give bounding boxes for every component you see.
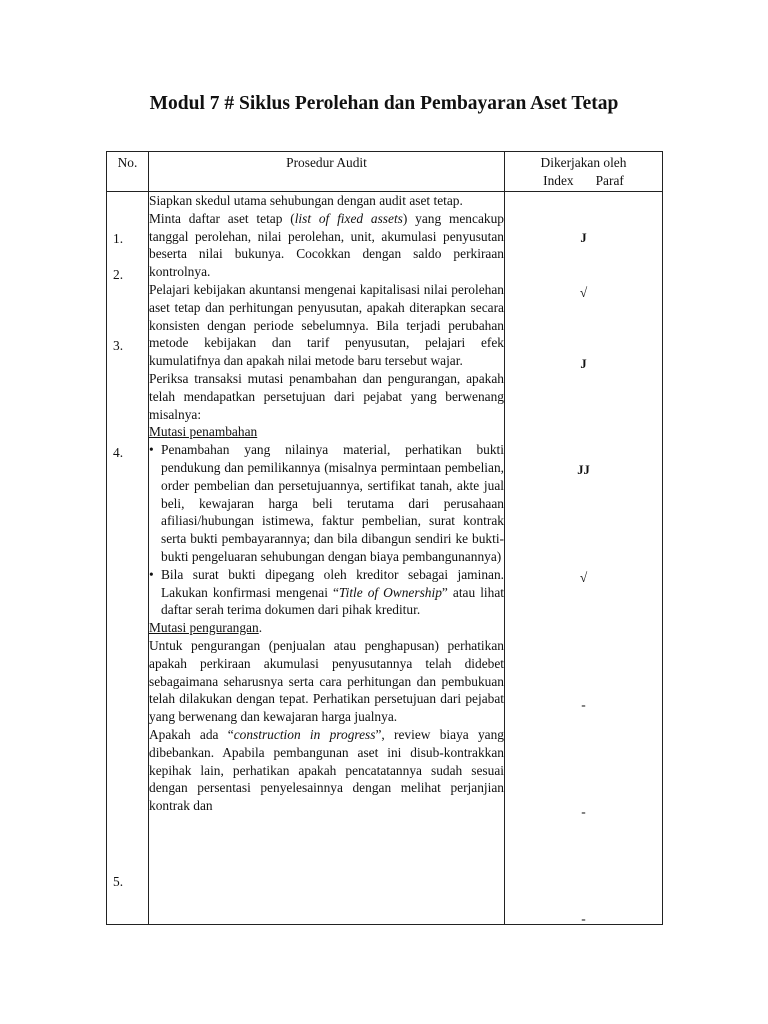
audit-procedure-table <box>106 151 663 925</box>
step-2-text <box>149 210 504 281</box>
step-2-italic: list of fixed assets <box>294 210 403 226</box>
step-number-4: 4. <box>113 445 124 460</box>
step-1-text: Siapkan skedul utama sehubungan dengan audit aset tetap. <box>149 193 463 208</box>
reduction-text: Untuk pengurangan (penjualan atau penghapusan) perhatikan apakah perkiraan akumulasi penyusutannya telah didebet sebagaimana seharusnya serta cara perhitungan dan pembukuan telah dilakukan dengan tepat. Perhatikan persetujuan dari pejabat yang berwenang dan kewajaran harga jualnya. <box>149 637 504 725</box>
header-done-by <box>505 152 663 192</box>
step-2-text-b: ) yang mencakup tanggal perolehan, nilai perolehan, unit, akumulasi penyusutan beserta nilai bukunya. Cocokkan dengan saldo perkiraan kontrolnya. <box>149 210 504 280</box>
mark-step-2: √ <box>579 285 588 300</box>
step-5-italic: construction in progress <box>233 726 376 742</box>
header-no: No. <box>107 152 149 192</box>
header-done-by-label: Dikerjakan oleh <box>540 155 627 170</box>
header-subcolumns <box>505 172 662 190</box>
step-3-text: Pelajari kebijakan akuntansi mengenai kapitalisasi nilai perolehan aset tetap dan perhitungan penyusutan, apakah diterapkan secara konsisten dengan periode sebelumnya. Bila terjadi perubahan metode kebijakan dan tarif penyusutan, pelajari efek kumulatifnya dan apakah nilai metode baru tersebut wajar. <box>149 281 504 369</box>
numbers-cell <box>107 192 149 925</box>
reduction-heading: Mutasi pengurangan <box>149 620 259 636</box>
mark-step-1: J <box>580 231 587 245</box>
header-index: Index <box>543 172 574 188</box>
mark-step-5: - <box>581 911 586 926</box>
step-5-text-b: ”, review biaya yang dibebankan. Apabila pembangunan aset ini disub-kontrakkan kepihak lain, perhatikan apakah pencatatannya sudah sesuai dengan persentasi penyelesainnya dengan melihat perjanjian kontrak dan <box>149 726 505 814</box>
step-number-2: 2. <box>113 267 124 282</box>
step-4-text: Periksa transaksi mutasi penambahan dan pengurangan, apakah telah mendapatkan persetujuan dari pejabat yang berwenang misalnya: <box>149 370 504 422</box>
addition-heading: Mutasi penambahan <box>149 424 258 440</box>
mark-addition-1: √ <box>579 570 588 585</box>
page-title: Modul 7 # Siklus Perolehan dan Pembayaran Aset Tetap <box>149 93 619 114</box>
mark-addition-2: - <box>581 697 586 712</box>
step-5-text-a: Apakah ada “ <box>149 726 234 742</box>
bullet-2-italic: Title of Ownership <box>338 584 442 600</box>
addition-bullet-2 <box>149 566 504 619</box>
mark-step-3: J <box>580 357 587 371</box>
header-paraf: Paraf <box>595 172 624 188</box>
addition-bullet-list <box>149 441 504 619</box>
bullet-2-text-a: Bila surat bukti dipegang oleh kreditor sebagai jaminan. Lakukan konfirmasi mengenai “ <box>161 566 504 600</box>
step-number-3: 3. <box>113 338 124 353</box>
header-procedure: Prosedur Audit <box>149 152 505 192</box>
procedures-cell <box>149 192 505 925</box>
step-2-text-a: Minta daftar aset tetap ( <box>149 210 295 226</box>
table-body-row <box>107 192 663 925</box>
mark-reduction: - <box>581 804 586 819</box>
mark-step-4: JJ <box>577 463 590 477</box>
table-header-row <box>107 152 663 192</box>
step-number-1: 1. <box>113 231 124 246</box>
bullet-2-text-b: ” atau lihat daftar serah terima dokumen dari pihak kreditur. <box>161 584 504 618</box>
marks-cell <box>505 192 663 925</box>
step-number-5: 5. <box>113 874 124 889</box>
step-5-text <box>149 726 504 815</box>
addition-bullet-1: • Penambahan yang nilainya material, perhatikan bukti pendukung dan pemilikannya (misalnya permintaan pembelian, order pembelian dan persetujuannya, sertifikat tanah, akte jual beli, kewajaran harga beli terutama dari perusahaan afiliasi/hubungan istimewa, faktur pembelian, surat kontrak serta bukti pembayarannya; dan bila dibangun sendiri ke bukti-bukti pengeluaran sehubungan dengan biaya pembangunannya) <box>149 441 504 566</box>
reduction-heading-period: . <box>258 620 263 636</box>
